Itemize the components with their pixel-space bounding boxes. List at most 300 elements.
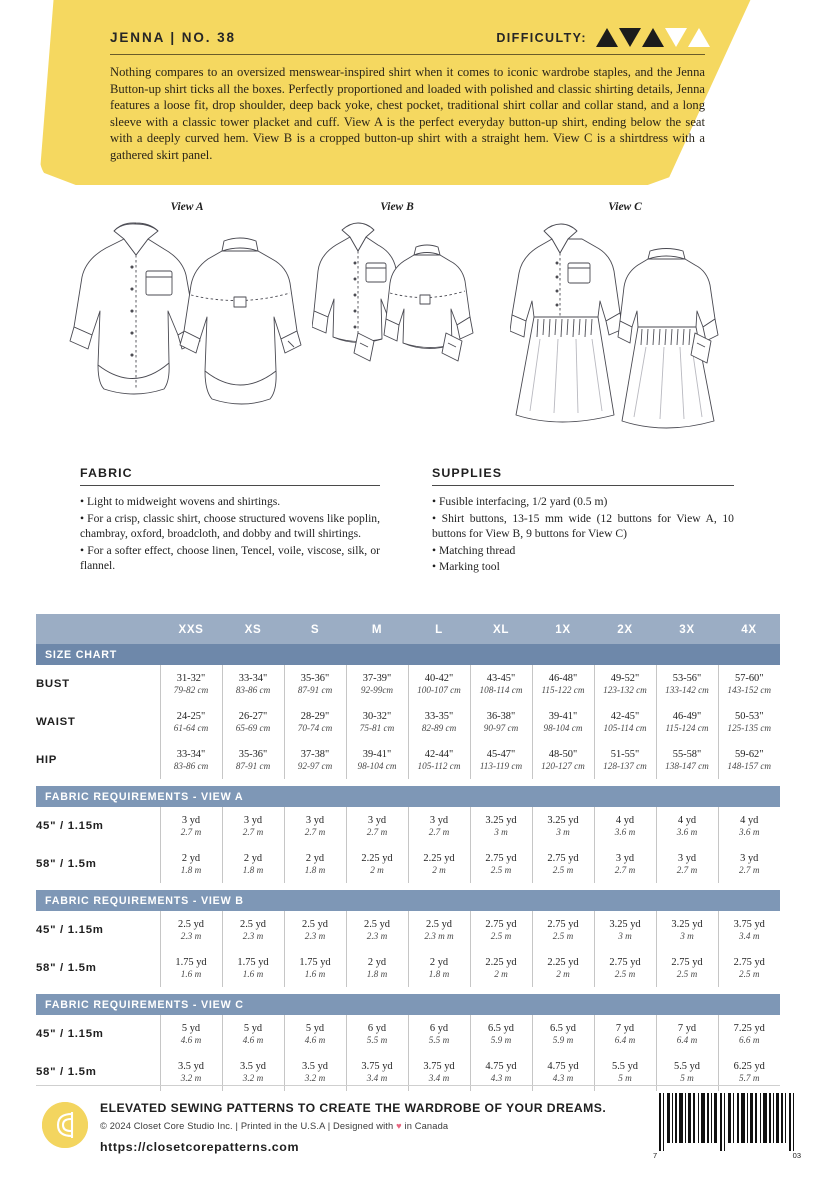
table-cell <box>532 703 594 741</box>
barcode-digit-right: 03 <box>792 1151 801 1160</box>
size-header-cell: XL <box>470 614 532 644</box>
cell-metric: 1.6 m <box>242 968 264 979</box>
cell-imperial: 28-29" <box>300 710 330 722</box>
cell-imperial: 3 yd <box>677 852 697 864</box>
fabric-divider <box>80 485 380 486</box>
cell-metric: 6.6 m <box>739 1034 760 1045</box>
table-cell <box>284 845 346 883</box>
table-cell <box>284 911 346 949</box>
triangle-up-empty-icon <box>688 28 710 47</box>
cell-metric: 3.4 m <box>366 1072 388 1083</box>
view-c-block <box>510 201 740 445</box>
cell-metric: 92-97 cm <box>297 760 333 771</box>
cell-metric: 128-137 cm <box>603 760 647 771</box>
size-header-cell: M <box>346 614 408 644</box>
cell-metric: 79-82 cm <box>173 684 209 695</box>
list-item: • For a crisp, classic shirt, choose structured wovens like poplin, chambray, oxford, broadcloth, and dobby and twill shirtings. <box>80 511 380 542</box>
table-cell <box>594 949 656 987</box>
table-cell <box>532 845 594 883</box>
cell-imperial: 36-38" <box>486 710 516 722</box>
table-cell <box>346 911 408 949</box>
cell-imperial: 46-48" <box>548 672 578 684</box>
cell-imperial: 42-45" <box>610 710 640 722</box>
cell-imperial: 55-58" <box>672 748 702 760</box>
table-cell <box>222 911 284 949</box>
cell-imperial: 37-38" <box>300 748 330 760</box>
cell-metric: 5.9 m <box>552 1034 574 1045</box>
cell-metric: 133-142 cm <box>665 684 709 695</box>
size-chart-table <box>36 614 780 1091</box>
cell-metric: 100-107 cm <box>417 684 461 695</box>
cell-metric: 108-114 cm <box>479 684 523 695</box>
table-cell <box>346 1015 408 1053</box>
header-banner <box>0 0 815 195</box>
size-header-cell: 1X <box>532 614 594 644</box>
cell-imperial: 2.25 yd <box>485 956 517 968</box>
cell-metric: 2.7 m <box>304 826 326 837</box>
cell-metric: 3 m <box>680 930 694 941</box>
cell-metric: 3.4 m <box>428 1072 450 1083</box>
cell-imperial: 6 yd <box>429 1022 449 1034</box>
cell-metric: 1.8 m <box>242 864 264 875</box>
list-item: • Marking tool <box>432 559 734 575</box>
pattern-description: Nothing compares to an oversized menswear-inspired shirt when it comes to iconic wardrobe staples, and the Jenna Button-up shirt ticks all the boxes. Perfectly proportioned and loaded with polished and classic shirting details, Jenna features a loose fit, drop shoulder, deep back yoke, chest pocket, traditional shirt collar and collar stand, and a long sleeve with a classic tower placket and cuff. View A is the perfect everyday button-up shirt, ending below the seat with a deeply curved hem. View B is a cropped button-up shirt with a straight hem. View C is a shirtdress with a gathered skirt panel. <box>110 65 705 162</box>
cell-metric: 2.5 m <box>552 930 574 941</box>
cell-metric: 3.2 m <box>304 1072 326 1083</box>
table-body <box>36 614 780 1091</box>
table-row <box>36 703 780 741</box>
cell-metric: 4.3 m <box>490 1072 512 1083</box>
cell-metric: 3.6 m <box>614 826 636 837</box>
supplies-list <box>432 494 734 575</box>
cell-imperial: 2 yd <box>429 956 449 968</box>
cell-metric: 148-157 cm <box>727 760 772 771</box>
row-label: WAIST <box>36 703 160 741</box>
page-title: JENNA | NO. 38 <box>110 30 236 45</box>
cell-imperial: 59-62" <box>735 748 764 760</box>
cell-metric: 1.8 m <box>428 968 450 979</box>
cell-imperial: 3.5 yd <box>178 1060 204 1072</box>
footer <box>0 1085 815 1181</box>
table-cell <box>408 807 470 845</box>
cell-metric: 5 m <box>618 1072 632 1083</box>
cell-imperial: 49-52" <box>610 672 640 684</box>
table-cell <box>594 807 656 845</box>
table-cell <box>222 845 284 883</box>
barcode-digit-left: 7 <box>653 1151 658 1160</box>
cell-metric: 70-74 cm <box>297 722 333 733</box>
table-cell <box>222 665 284 703</box>
table-cell <box>160 949 222 987</box>
cell-imperial: 5.5 yd <box>674 1060 700 1072</box>
row-label: 45" / 1.15m <box>36 911 160 949</box>
table-cell <box>408 1015 470 1053</box>
table-cell <box>284 741 346 779</box>
table-cell <box>284 949 346 987</box>
difficulty-label: DIFFICULTY: <box>496 30 587 45</box>
cell-imperial: 5 yd <box>243 1022 263 1034</box>
table-cell <box>222 807 284 845</box>
table-cell <box>470 949 532 987</box>
view-a-title: View A <box>170 201 204 213</box>
measurement-table <box>36 614 780 1091</box>
cell-imperial: 4.75 yd <box>547 1060 579 1072</box>
table-spacer <box>36 779 780 786</box>
cell-metric: 2.5 m <box>490 864 512 875</box>
cell-metric: 2.7 m <box>428 826 450 837</box>
difficulty-triangles <box>596 28 710 47</box>
cell-metric: 2.7 m <box>676 864 698 875</box>
row-label: BUST <box>36 665 160 703</box>
cell-imperial: 1.75 yd <box>237 956 269 968</box>
technical-drawings <box>0 196 815 456</box>
size-header-blank <box>36 614 160 644</box>
table-cell <box>470 807 532 845</box>
table-row <box>36 665 780 703</box>
size-header-cell: S <box>284 614 346 644</box>
table-cell <box>346 807 408 845</box>
supplies-column <box>432 466 734 576</box>
table-cell <box>346 703 408 741</box>
size-header-cell: L <box>408 614 470 644</box>
cell-metric: 2.7 m <box>180 826 202 837</box>
cell-metric: 3.4 m <box>739 930 760 941</box>
table-cell <box>470 703 532 741</box>
cell-imperial: 4 yd <box>740 814 759 826</box>
cell-imperial: 3.5 yd <box>302 1060 328 1072</box>
fabric-column <box>80 466 380 575</box>
cell-metric: 113-119 cm <box>479 760 523 771</box>
barcode <box>653 1093 801 1165</box>
table-cell <box>656 741 718 779</box>
cell-metric: 2.5 m <box>490 930 512 941</box>
cell-metric: 4.3 m <box>552 1072 574 1083</box>
cell-metric: 4.6 m <box>180 1034 202 1045</box>
cell-imperial: 39-41" <box>362 748 392 760</box>
fabric-req-band <box>36 994 780 1015</box>
cell-imperial: 3 yd <box>243 814 263 826</box>
cell-imperial: 26-27" <box>238 710 268 722</box>
cell-imperial: 2.75 yd <box>547 852 579 864</box>
size-header-row <box>36 614 780 644</box>
copyright-post: in Canada <box>401 1121 449 1131</box>
list-item: • For a softer effect, choose linen, Tencel, voile, viscose, silk, or flannel. <box>80 543 380 574</box>
cell-imperial: 3.75 yd <box>733 918 765 930</box>
cell-metric: 125-135 cm <box>727 722 772 733</box>
cell-imperial: 7 yd <box>615 1022 635 1034</box>
table-cell <box>532 807 594 845</box>
row-label: HIP <box>36 741 160 779</box>
table-cell <box>160 741 222 779</box>
cell-imperial: 6 yd <box>367 1022 387 1034</box>
cell-imperial: 2.25 yd <box>547 956 579 968</box>
cell-metric: 2.7 m <box>366 826 388 837</box>
table-row <box>36 1015 780 1053</box>
cell-metric: 2.3 m <box>304 930 326 941</box>
cell-imperial: 6.5 yd <box>550 1022 576 1034</box>
table-cell <box>408 665 470 703</box>
table-spacer <box>36 987 780 994</box>
fabric-req-band-label: FABRIC REQUIREMENTS - VIEW C <box>36 994 780 1015</box>
cell-imperial: 39-41" <box>548 710 578 722</box>
triangle-down-filled-icon <box>619 28 641 47</box>
copyright-pre: © 2024 Closet Core Studio Inc. | Printed in the U.S.A | Designed with <box>100 1121 397 1131</box>
size-header-cell: 4X <box>718 614 780 644</box>
cell-imperial: 2.75 yd <box>485 918 517 930</box>
fabric-req-band-label: FABRIC REQUIREMENTS - VIEW B <box>36 890 780 911</box>
cell-imperial: 3 yd <box>615 852 635 864</box>
table-row <box>36 741 780 779</box>
footer-tagline: ELEVATED SEWING PATTERNS TO CREATE THE WARDROBE OF YOUR DREAMS. <box>100 1101 607 1115</box>
table-cell <box>470 741 532 779</box>
cell-imperial: 2.5 yd <box>364 918 390 930</box>
cell-imperial: 43-45" <box>486 672 516 684</box>
cell-metric: 120-127 cm <box>541 760 585 771</box>
cell-metric: 5.5 m <box>366 1034 388 1045</box>
table-cell <box>594 845 656 883</box>
table-row <box>36 845 780 883</box>
view-a-illustration <box>62 215 312 430</box>
cell-imperial: 48-50" <box>548 748 578 760</box>
cell-imperial: 2.75 yd <box>733 956 765 968</box>
cell-metric: 2.5 m <box>739 968 760 979</box>
cell-imperial: 2.5 yd <box>426 918 452 930</box>
cell-metric: 3.2 m <box>242 1072 264 1083</box>
table-cell <box>718 741 780 779</box>
table-cell <box>532 665 594 703</box>
table-row <box>36 911 780 949</box>
cell-imperial: 51-55" <box>610 748 640 760</box>
view-b-title: View B <box>380 201 414 213</box>
table-cell <box>160 665 222 703</box>
cell-metric: 3 m <box>618 930 632 941</box>
cell-imperial: 7.25 yd <box>733 1022 765 1034</box>
cell-metric: 3.2 m <box>180 1072 202 1083</box>
fabric-req-band <box>36 786 780 807</box>
cell-metric: 4.6 m <box>242 1034 264 1045</box>
table-cell <box>656 703 718 741</box>
footer-url[interactable]: https://closetcorepatterns.com <box>100 1140 300 1154</box>
table-cell <box>222 741 284 779</box>
cell-imperial: 2.5 yd <box>302 918 328 930</box>
table-cell <box>656 949 718 987</box>
cell-metric: 123-132 cm <box>603 684 647 695</box>
table-cell <box>470 1015 532 1053</box>
cell-metric: 1.8 m <box>304 864 326 875</box>
cell-metric: 105-114 cm <box>603 722 647 733</box>
cell-imperial: 1.75 yd <box>175 956 207 968</box>
table-cell <box>222 1015 284 1053</box>
cell-metric: 5.7 m <box>739 1072 760 1083</box>
cell-imperial: 45-47" <box>486 748 516 760</box>
cell-imperial: 3.75 yd <box>423 1060 455 1072</box>
cell-metric: 5.5 m <box>428 1034 450 1045</box>
table-row <box>36 807 780 845</box>
cell-metric: 83-86 cm <box>235 684 271 695</box>
table-cell <box>346 665 408 703</box>
cell-imperial: 6.25 yd <box>733 1060 765 1072</box>
cell-metric: 2.3 m <box>366 930 388 941</box>
cell-imperial: 24-25" <box>176 710 206 722</box>
cell-metric: 5.9 m <box>490 1034 512 1045</box>
cell-imperial: 6.5 yd <box>488 1022 514 1034</box>
table-cell <box>594 665 656 703</box>
cell-imperial: 3.25 yd <box>671 918 703 930</box>
table-cell <box>532 911 594 949</box>
table-cell <box>160 1015 222 1053</box>
table-cell <box>408 911 470 949</box>
cell-imperial: 2 yd <box>305 852 325 864</box>
cell-metric: 90-97 cm <box>483 722 519 733</box>
cell-metric: 2.3 m <box>242 930 264 941</box>
cell-imperial: 42-44" <box>424 748 454 760</box>
cell-imperial: 57-60" <box>735 672 764 684</box>
list-item: • Fusible interfacing, 1/2 yard (0.5 m) <box>432 494 734 510</box>
row-label: 45" / 1.15m <box>36 807 160 845</box>
cell-imperial: 3 yd <box>740 852 759 864</box>
cell-imperial: 4 yd <box>677 814 697 826</box>
cell-imperial: 5.5 yd <box>612 1060 638 1072</box>
cell-metric: 2 m <box>432 864 446 875</box>
cell-metric: 2.3 m m <box>424 930 454 941</box>
cell-metric: 2.7 m <box>739 864 760 875</box>
cell-metric: 2.5 m <box>676 968 698 979</box>
size-chart-band-label: SIZE CHART <box>36 644 780 665</box>
fabric-heading: FABRIC <box>80 466 133 480</box>
table-cell <box>408 845 470 883</box>
cell-imperial: 3.25 yd <box>609 918 641 930</box>
table-cell <box>346 949 408 987</box>
cell-imperial: 50-53" <box>735 710 764 722</box>
cell-imperial: 3 yd <box>305 814 325 826</box>
cell-metric: 1.6 m <box>304 968 326 979</box>
cell-imperial: 2.75 yd <box>485 852 517 864</box>
cell-metric: 1.8 m <box>180 864 202 875</box>
size-header-cell: 2X <box>594 614 656 644</box>
cell-metric: 138-147 cm <box>665 760 709 771</box>
list-item: • Shirt buttons, 13-15 mm wide (12 buttons for View A, 10 buttons for View B, 9 buttons for View C) <box>432 511 734 542</box>
cell-metric: 98-104 cm <box>543 722 583 733</box>
cell-imperial: 3 yd <box>429 814 449 826</box>
table-cell <box>718 665 780 703</box>
list-item: • Matching thread <box>432 543 734 559</box>
cell-metric: 4.6 m <box>304 1034 326 1045</box>
cell-metric: 82-89 cm <box>421 722 457 733</box>
cell-imperial: 40-42" <box>424 672 454 684</box>
cell-metric: 65-69 cm <box>235 722 271 733</box>
fabric-req-band-label: FABRIC REQUIREMENTS - VIEW A <box>36 786 780 807</box>
cell-imperial: 5 yd <box>181 1022 201 1034</box>
table-cell <box>718 845 780 883</box>
cell-metric: 87-91 cm <box>297 684 333 695</box>
table-cell <box>718 1015 780 1053</box>
table-cell <box>284 807 346 845</box>
cell-metric: 98-104 cm <box>357 760 397 771</box>
table-cell <box>160 807 222 845</box>
cell-imperial: 2.75 yd <box>671 956 703 968</box>
table-cell <box>470 845 532 883</box>
cell-metric: 6.4 m <box>614 1034 636 1045</box>
table-cell <box>532 1015 594 1053</box>
cell-imperial: 31-32" <box>176 672 206 684</box>
table-cell <box>222 949 284 987</box>
cell-imperial: 35-36" <box>300 672 330 684</box>
cell-imperial: 2.25 yd <box>423 852 455 864</box>
cell-metric: 3 m <box>494 826 508 837</box>
cell-imperial: 2.75 yd <box>609 956 641 968</box>
table-cell <box>656 845 718 883</box>
cell-metric: 3.6 m <box>676 826 698 837</box>
size-header-cell: 3X <box>656 614 718 644</box>
table-cell <box>284 703 346 741</box>
cell-imperial: 33-34" <box>176 748 206 760</box>
cell-imperial: 33-34" <box>238 672 268 684</box>
cell-imperial: 2.5 yd <box>240 918 266 930</box>
cell-imperial: 37-39" <box>362 672 392 684</box>
size-header-cell: XS <box>222 614 284 644</box>
supplies-divider <box>432 485 734 486</box>
cell-metric: 3.6 m <box>739 826 760 837</box>
view-a-block <box>62 201 312 430</box>
triangle-down-empty-icon <box>665 28 687 47</box>
cell-imperial: 46-49" <box>672 710 702 722</box>
barcode-bars <box>653 1093 801 1151</box>
cell-metric: 83-86 cm <box>173 760 209 771</box>
cell-imperial: 53-56" <box>672 672 702 684</box>
barcode-digits <box>653 1151 801 1160</box>
table-cell <box>532 949 594 987</box>
cell-imperial: 4.75 yd <box>485 1060 517 1072</box>
view-c-title: View C <box>608 201 642 213</box>
cell-imperial: 1.75 yd <box>299 956 331 968</box>
cell-metric: 2.5 m <box>552 864 574 875</box>
cell-imperial: 3.75 yd <box>361 1060 393 1072</box>
table-cell <box>160 703 222 741</box>
cell-metric: 2 m <box>556 968 570 979</box>
cell-metric: 1.6 m <box>180 968 202 979</box>
row-label: 58" / 1.5m <box>36 949 160 987</box>
cell-imperial: 2 yd <box>367 956 387 968</box>
cell-imperial: 33-35" <box>424 710 454 722</box>
banner-divider <box>110 54 705 55</box>
cell-metric: 143-152 cm <box>727 684 772 695</box>
triangle-up-filled-icon <box>596 28 618 47</box>
table-cell <box>718 949 780 987</box>
cell-metric: 2 m <box>494 968 508 979</box>
cell-metric: 5 m <box>680 1072 694 1083</box>
table-row <box>36 949 780 987</box>
table-cell <box>408 703 470 741</box>
cell-imperial: 5 yd <box>305 1022 325 1034</box>
size-chart-band <box>36 644 780 665</box>
cell-metric: 61-64 cm <box>173 722 209 733</box>
table-cell <box>656 911 718 949</box>
difficulty-meter <box>496 28 710 47</box>
footer-divider <box>36 1085 780 1086</box>
cell-metric: 2.7 m <box>614 864 636 875</box>
table-cell <box>594 703 656 741</box>
cell-metric: 2.5 m <box>614 968 636 979</box>
triangle-up-filled-icon <box>642 28 664 47</box>
cell-metric: 87-91 cm <box>235 760 271 771</box>
cell-imperial: 2.25 yd <box>361 852 393 864</box>
row-label: 45" / 1.15m <box>36 1015 160 1053</box>
cell-metric: 75-81 cm <box>359 722 395 733</box>
cell-metric: 6.4 m <box>676 1034 698 1045</box>
cell-metric: 115-122 cm <box>541 684 585 695</box>
cell-metric: 2 m <box>370 864 384 875</box>
table-cell <box>470 911 532 949</box>
